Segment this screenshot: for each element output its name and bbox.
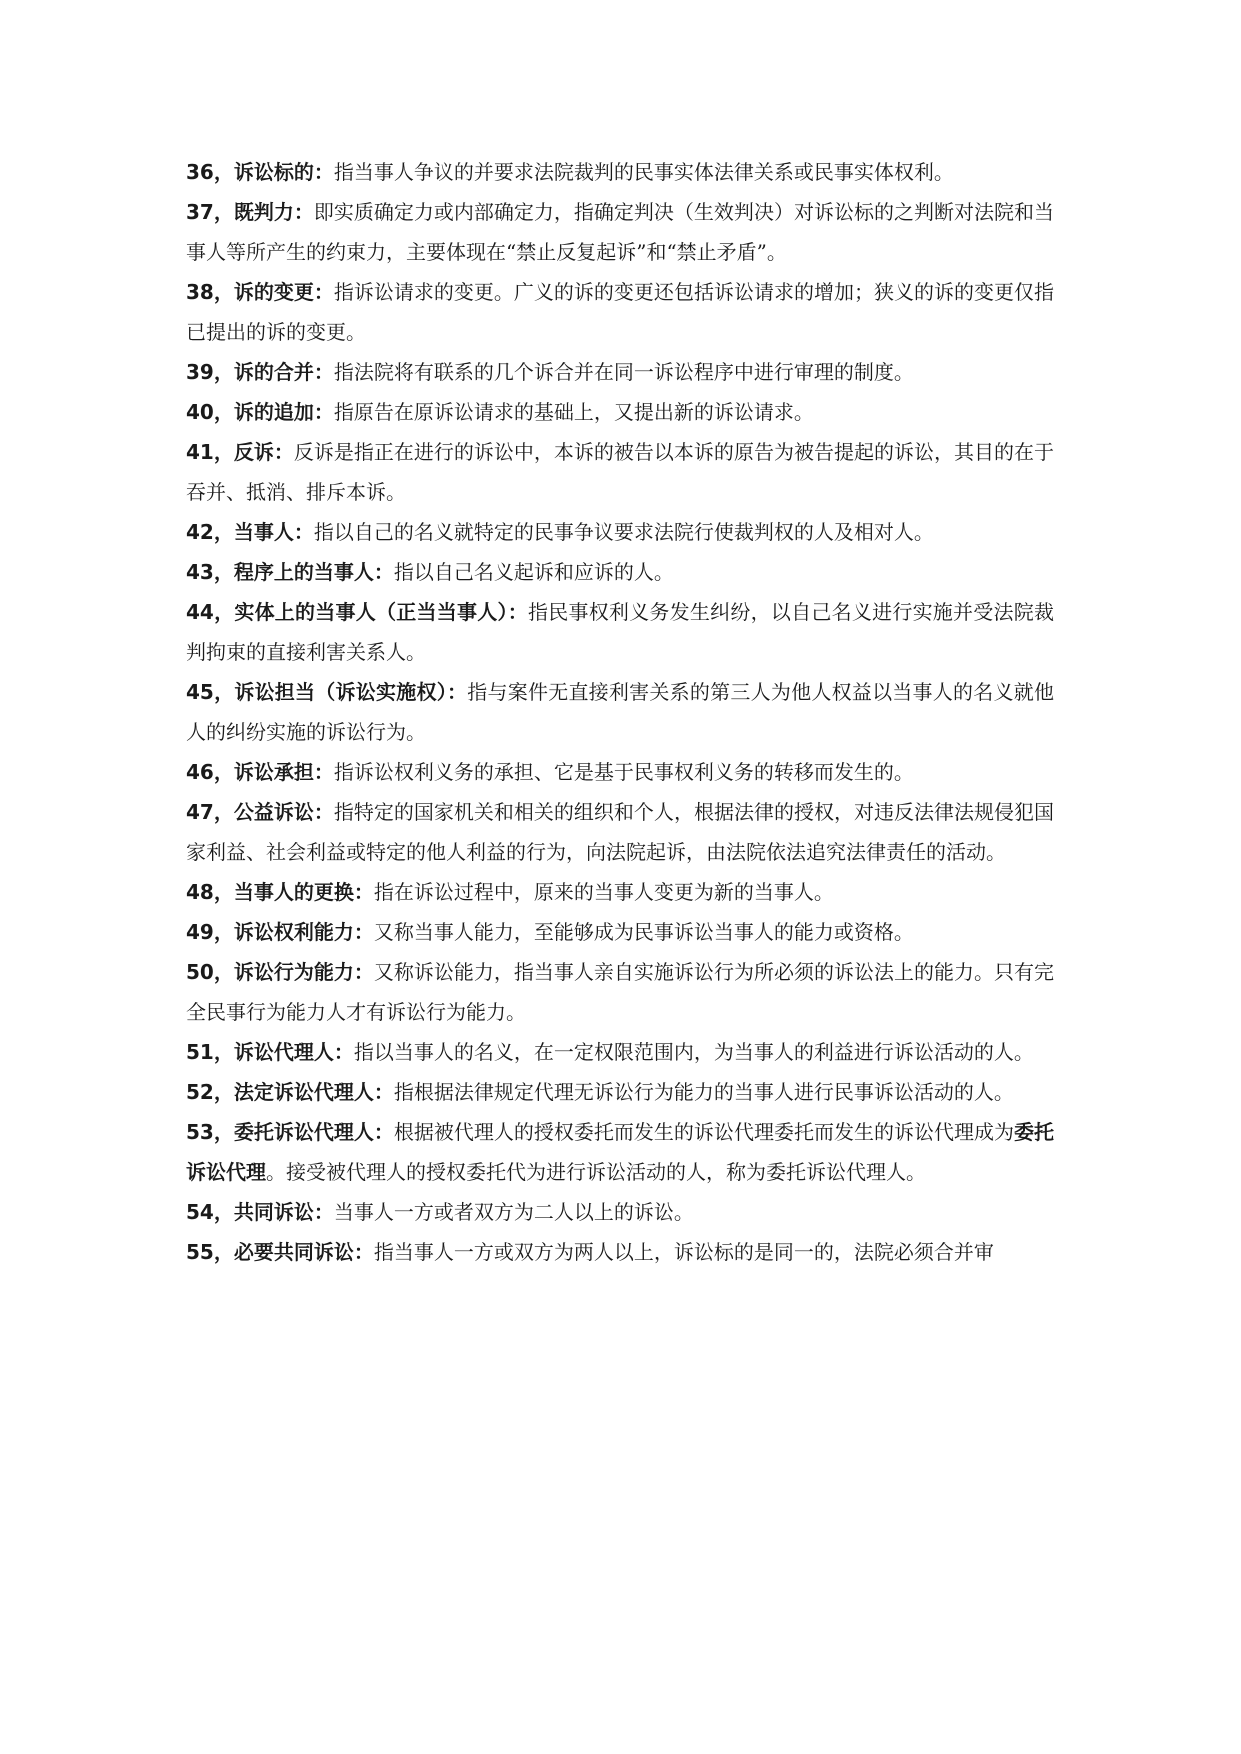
entry-number: 48， — [186, 880, 234, 904]
entry-definition: 指诉讼权利义务的承担、它是基于民事权利义务的转移而发生的。 — [333, 760, 914, 784]
entry-42 — [186, 512, 1054, 552]
entry-41 — [186, 432, 1054, 512]
entry-definition: 又称诉讼能力，指当事人亲自实施诉讼行为所必须的诉讼法上的能力。只有完全民事行为能力人才有诉讼行为能力。 — [186, 960, 1054, 1024]
entry-term: 共同诉讼： — [233, 1200, 334, 1224]
entry-term: 诉讼行为能力： — [233, 960, 374, 984]
entry-54 — [186, 1192, 1054, 1232]
entry-term: 公益诉讼： — [233, 800, 334, 824]
entry-term: 委托诉讼代理人： — [233, 1120, 394, 1144]
entry-definition: 指民事权利义务发生纠纷，以自己名义进行实施并受法院裁判拘束的直接利害关系人。 — [186, 600, 1055, 664]
entry-definition: 指在诉讼过程中，原来的当事人变更为新的当事人。 — [373, 880, 834, 904]
entry-49 — [186, 912, 1054, 952]
entry-38 — [186, 272, 1054, 352]
entry-46 — [186, 752, 1054, 792]
entry-number: 54， — [186, 1200, 234, 1224]
entry-term: 既判力： — [233, 200, 314, 224]
entry-45 — [186, 672, 1054, 752]
entry-36 — [186, 152, 1054, 192]
entry-term: 诉的变更： — [233, 280, 334, 304]
entry-definition: 指以自己名义起诉和应诉的人。 — [393, 560, 674, 584]
entry-number: 49， — [186, 920, 234, 944]
entry-44 — [186, 592, 1054, 672]
entry-number: 40， — [186, 400, 234, 424]
entry-term: 诉讼担当（诉讼实施权）： — [234, 680, 468, 704]
entry-39 — [186, 352, 1054, 392]
entry-definition: 反诉是指正在进行的诉讼中，本诉的被告以本诉的原告为被告提起的诉讼，其目的在于吞并、抵消、排斥本诉。 — [186, 440, 1054, 504]
entry-number: 55， — [186, 1240, 234, 1264]
entry-term: 诉的追加： — [233, 400, 334, 424]
entry-number: 52， — [186, 1080, 234, 1104]
entry-definition: 指以当事人的名义，在一定权限范围内，为当事人的利益进行诉讼活动的人。 — [353, 1040, 1034, 1064]
entry-definition: 指当事人一方或双方为两人以上，诉讼标的是同一的，法院必须合并审 — [373, 1240, 994, 1264]
entry-number: 44， — [186, 600, 235, 624]
entry-definition: 指以自己的名义就特定的民事争议要求法院行使裁判权的人及相对人。 — [313, 520, 934, 544]
entry-definition: 指原告在原诉讼请求的基础上，又提出新的诉讼请求。 — [333, 400, 814, 424]
entry-43 — [186, 552, 1054, 592]
entry-number: 50， — [186, 960, 234, 984]
entry-term: 程序上的当事人： — [233, 560, 394, 584]
entry-definition: 指特定的国家机关和相关的组织和个人，根据法律的授权，对违反法律法规侵犯国家利益、社会利益或特定的他人利益的行为，向法院起诉，由法院依法追究法律责任的活动。 — [186, 800, 1055, 864]
entry-number: 45， — [186, 680, 235, 704]
entry-term: 诉讼权利能力： — [233, 920, 374, 944]
entry-number: 47， — [186, 800, 234, 824]
entry-inline-term: 委托诉讼代理 — [186, 1120, 1055, 1184]
entry-term: 诉讼标的： — [233, 160, 334, 184]
entry-number: 51， — [186, 1040, 234, 1064]
entry-number: 37， — [186, 200, 234, 224]
entry-term: 诉讼承担： — [233, 760, 334, 784]
entry-term: 诉的合并： — [233, 360, 334, 384]
entry-definition: 指与案件无直接利害关系的第三人为他人权益以当事人的名义就他人的纠纷实施的诉讼行为。 — [186, 680, 1055, 744]
entry-53 — [186, 1112, 1054, 1192]
entry-term: 必要共同诉讼： — [233, 1240, 374, 1264]
entry-term: 实体上的当事人（正当当事人）： — [234, 600, 528, 624]
entry-term: 法定诉讼代理人： — [233, 1080, 394, 1104]
entry-number: 46， — [186, 760, 234, 784]
entry-term: 诉讼代理人： — [233, 1040, 354, 1064]
entry-term: 当事人的更换： — [233, 880, 374, 904]
entry-term: 反诉： — [233, 440, 294, 464]
entry-number: 53， — [186, 1120, 234, 1144]
entry-37 — [186, 192, 1054, 272]
entry-52 — [186, 1072, 1054, 1112]
glossary-list — [186, 152, 1054, 1272]
entry-definition: 又称当事人能力，至能够成为民事诉讼当事人的能力或资格。 — [373, 920, 914, 944]
entry-51 — [186, 1032, 1054, 1072]
entry-definition: 当事人一方或者双方为二人以上的诉讼。 — [333, 1200, 694, 1224]
entry-number: 39， — [186, 360, 234, 384]
entry-term: 当事人： — [233, 520, 314, 544]
entry-number: 43， — [186, 560, 234, 584]
entry-48 — [186, 872, 1054, 912]
entry-50 — [186, 952, 1054, 1032]
entry-number: 38， — [186, 280, 234, 304]
entry-definition: 指当事人争议的并要求法院裁判的民事实体法律关系或民事实体权利。 — [333, 160, 954, 184]
entry-definition: 指法院将有联系的几个诉合并在同一诉讼程序中进行审理的制度。 — [333, 360, 914, 384]
entry-number: 41， — [186, 440, 234, 464]
entry-definition: 指根据法律规定代理无诉讼行为能力的当事人进行民事诉讼活动的人。 — [393, 1080, 1014, 1104]
entry-definition: 即实质确定力或内部确定力，指确定判决（生效判决）对诉讼标的之判断对法院和当事人等所产生的约束力，主要体现在“禁止反复起诉”和“禁止矛盾”。 — [186, 200, 1054, 264]
entry-number: 36， — [186, 160, 234, 184]
entry-definition: 指诉讼请求的变更。广义的诉的变更还包括诉讼请求的增加；狭义的诉的变更仅指已提出的诉的变更。 — [186, 280, 1055, 344]
entry-definition-continued: 。接受被代理人的授权委托代为进行诉讼活动的人，称为委托诉讼代理人。 — [266, 1160, 926, 1184]
entry-55 — [186, 1232, 1054, 1272]
entry-47 — [186, 792, 1054, 872]
entry-40 — [186, 392, 1054, 432]
entry-definition: 根据被代理人的授权委托而发生的诉讼代理委托而发生的诉讼代理成为 — [393, 1120, 1014, 1144]
entry-number: 42， — [186, 520, 234, 544]
